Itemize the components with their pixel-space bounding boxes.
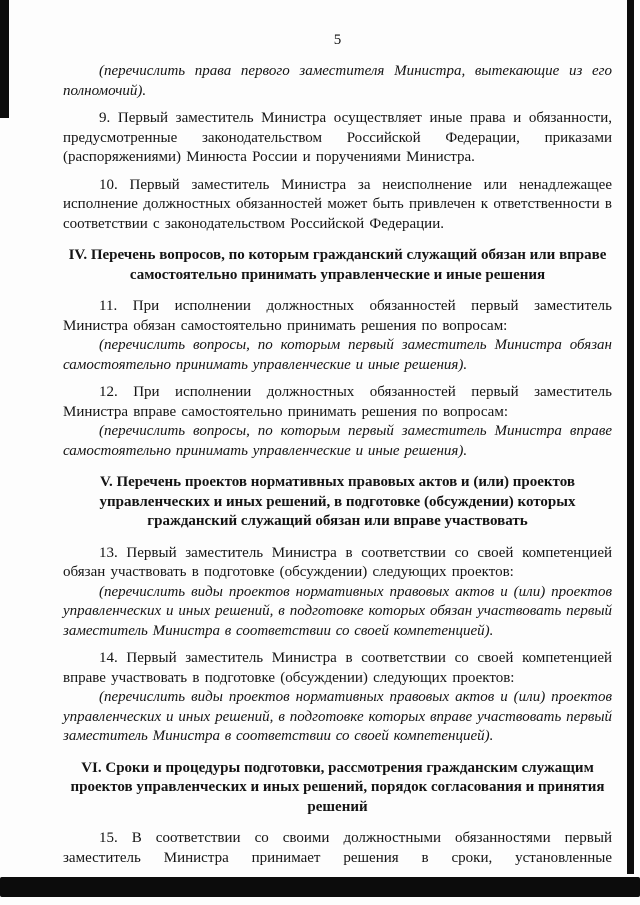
paragraph-12: 12. При исполнении должностных обязанностей первый заместитель Министра вправе самостоятельно принимать решения по вопросам:	[63, 384, 612, 420]
italic-note: (перечислить вопросы, по которым первый заместитель Министра вправе самостоятельно принимать управленческие и иные решения).	[63, 423, 612, 459]
italic-note: (перечислить виды проектов нормативных правовых актов и (или) проектов управленческих и иных решений, в подготовке которых вправе участвовать первый заместитель Министра в соответствии со своей компетенцией).	[63, 689, 612, 744]
scan-edge-right-artifact	[627, 0, 634, 874]
paragraph-11: 11. При исполнении должностных обязанностей первый заместитель Министра обязан самостоятельно принимать решения по вопросам:	[63, 298, 612, 334]
section-heading-v: V. Перечень проектов нормативных правовых актов и (или) проектов управленческих и иных решений, в подготовке (обсуждении) которых гражданский служащий обязан или вправе участвовать	[99, 474, 576, 529]
scan-bottom-bar-artifact	[0, 877, 640, 897]
paragraph-15: 15. В соответствии со своими должностными обязанностями первый заместитель Министра принимает решения в сроки, установленные	[63, 830, 612, 866]
italic-note: (перечислить вопросы, по которым первый заместитель Министра обязан самостоятельно принимать управленческие и иные решения).	[63, 337, 612, 373]
page-number: 5	[333, 32, 342, 48]
section-heading-vi: VI. Сроки и процедуры подготовки, рассмотрения гражданским служащим проектов управленческих и иных решений, порядок согласования и принятия решений	[70, 759, 605, 815]
italic-note: (перечислить виды проектов нормативных правовых актов и (или) проектов управленческих и иных решений, в подготовке которых обязан участвовать первый заместитель Министра в соответствии со своей компетенцией).	[63, 583, 612, 639]
paragraph-10: 10. Первый заместитель Министра за неисполнение или ненадлежащее исполнение должностных обязанностей может быть привлечен к ответственности в соответствии с законодательством Российской Федерации.	[63, 176, 612, 232]
italic-note: (перечислить права первого заместителя Министра, вытекающие из его полномочий).	[63, 63, 612, 99]
page-content	[63, 62, 612, 868]
paragraph-13: 13. Первый заместитель Министра в соответствии со своей компетенцией обязан участвовать в подготовке (обсуждении) следующих проектов:	[63, 544, 612, 580]
section-heading-iv: IV. Перечень вопросов, по которым гражданский служащий обязан или вправе самостоятельно принимать управленческие и иные решения	[68, 247, 607, 283]
scan-edge-left-artifact	[0, 0, 9, 118]
paragraph-9: 9. Первый заместитель Министра осуществляет иные права и обязанности, предусмотренные законодательством Российской Федерации, приказами (распоряжениями) Минюста России и поручениями Министра.	[63, 110, 612, 165]
paragraph-14: 14. Первый заместитель Министра в соответствии со своей компетенцией вправе участвовать в подготовке (обсуждении) следующих проектов:	[63, 650, 612, 686]
